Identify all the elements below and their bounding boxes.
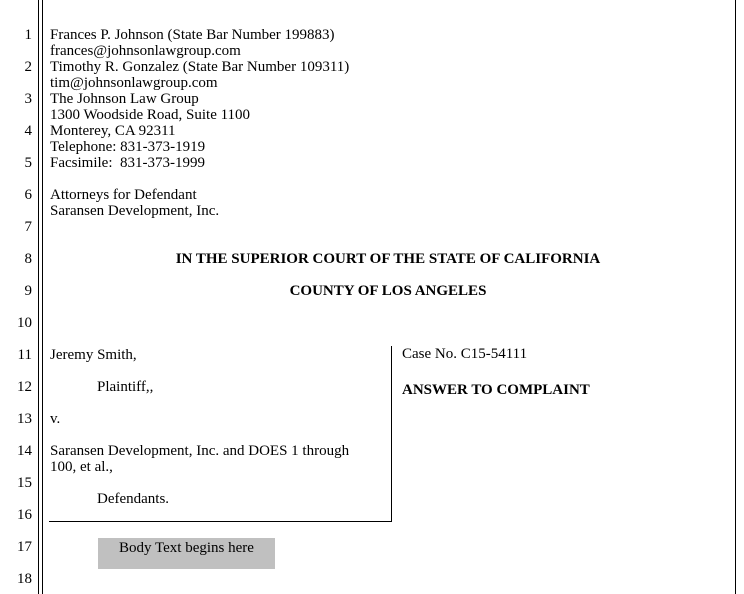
caption-divider-horizontal — [49, 521, 392, 522]
client-name: Saransen Development, Inc. — [50, 203, 220, 219]
document-title: ANSWER TO COMPLAINT — [402, 382, 590, 398]
line-number: 17 — [17, 539, 32, 555]
left-margin-rule-outer — [38, 0, 39, 594]
case-number: Case No. C15-54111 — [402, 346, 528, 362]
line-number: 6 — [24, 187, 32, 203]
firm-address-city: Monterey, CA 92311 — [50, 123, 176, 139]
defendant-name-continued: 100, et al., — [50, 459, 113, 475]
attorney-email: frances@johnsonlawgroup.com — [50, 43, 241, 59]
line-number: 11 — [17, 347, 32, 363]
versus-label: v. — [50, 411, 61, 427]
line-number: 10 — [17, 315, 32, 331]
line-number: 12 — [17, 379, 32, 395]
line-number: 3 — [24, 91, 32, 107]
line-number: 14 — [17, 443, 32, 459]
body-text-placeholder-label: Body Text begins here — [119, 540, 254, 556]
line-number: 4 — [24, 123, 32, 139]
attorney-email: tim@johnsonlawgroup.com — [50, 75, 218, 91]
firm-name: The Johnson Law Group — [50, 91, 199, 107]
line-number: 7 — [24, 219, 32, 235]
line-number: 16 — [17, 507, 32, 523]
attorney-name: Timothy R. Gonzalez (State Bar Number 109311) — [50, 59, 350, 75]
line-number: 15 — [17, 475, 32, 491]
line-number: 18 — [17, 571, 32, 587]
attorneys-for-label: Attorneys for Defendant — [50, 187, 197, 203]
plaintiff-name: Jeremy Smith, — [50, 347, 137, 363]
body-text-placeholder[interactable] — [98, 538, 275, 569]
line-number: 2 — [24, 59, 32, 75]
line-number: 8 — [24, 251, 32, 267]
left-margin-rule-inner — [42, 0, 43, 594]
court-title: IN THE SUPERIOR COURT OF THE STATE OF CALIFORNIA — [175, 251, 601, 267]
firm-facsimile: Facsimile: 831-373-1999 — [50, 155, 205, 171]
firm-address-street: 1300 Woodside Road, Suite 1100 — [50, 107, 251, 123]
defendant-role: Defendants. — [97, 491, 170, 507]
line-number: 13 — [17, 411, 32, 427]
firm-telephone: Telephone: 831-373-1919 — [50, 139, 206, 155]
plaintiff-role: Plaintiff,, — [97, 379, 154, 395]
line-number: 5 — [24, 155, 32, 171]
defendant-name: Saransen Development, Inc. and DOES 1 through — [50, 443, 350, 459]
caption-divider-vertical — [391, 346, 392, 522]
line-number: 1 — [24, 27, 32, 43]
attorney-name: Frances P. Johnson (State Bar Number 199883) — [50, 27, 335, 43]
court-county: COUNTY OF LOS ANGELES — [289, 283, 487, 299]
right-margin-rule — [735, 0, 736, 594]
line-number: 9 — [24, 283, 32, 299]
